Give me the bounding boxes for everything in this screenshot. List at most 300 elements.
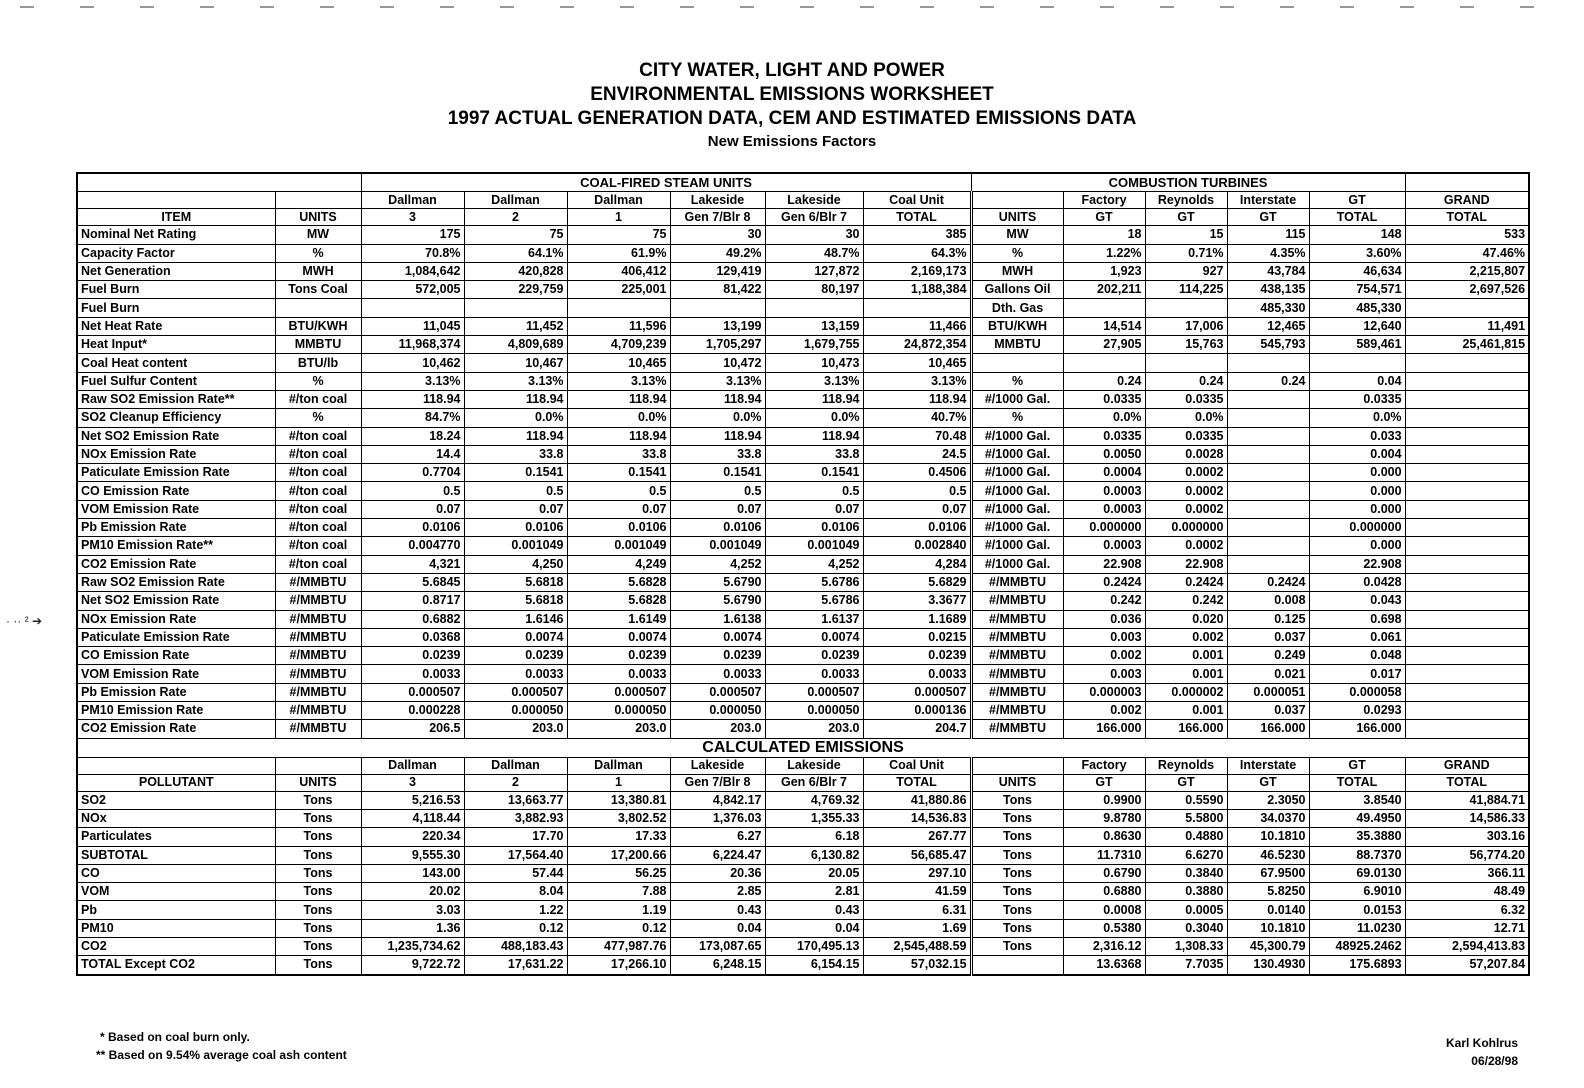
subtitle-factors: New Emissions Factors [707,133,877,150]
value-cell: 5.6829 [863,573,971,591]
value-cell: 0.0335 [1309,390,1405,408]
value-cell: 0.002 [1063,647,1145,665]
table-row [77,427,1529,445]
value-cell: 0.000050 [567,702,670,720]
value-cell [1405,555,1529,573]
units-cell: Tons [971,828,1063,846]
value-cell: 0.24 [1227,372,1309,390]
value-cell: 1,376.03 [670,809,765,827]
value-cell: 173,087.65 [670,937,765,955]
calc-table-row [77,901,1529,919]
value-cell: 0.002840 [863,537,971,555]
value-cell: 118.94 [670,390,765,408]
value-cell: 0.008 [1227,592,1309,610]
row-label-cell: Pb Emission Rate [77,683,275,701]
value-cell: 0.0140 [1227,901,1309,919]
value-cell [1405,427,1529,445]
table-row [77,720,1529,738]
value-cell: 33.8 [670,445,765,463]
value-cell: 0.5 [567,482,670,500]
units-cell: #/MMBTU [275,610,361,628]
value-cell [1405,464,1529,482]
value-cell: 229,759 [464,281,567,299]
units-cell [275,192,361,209]
value-cell: 0.000507 [765,683,863,701]
units-cell [971,192,1063,209]
units-cell: #/1000 Gal. [971,500,1063,518]
value-cell: 0.9900 [1063,791,1145,809]
value-cell: 0.000507 [670,683,765,701]
value-cell: 0.003 [1063,628,1145,646]
value-cell: 11,466 [863,317,971,335]
value-cell: 118.94 [464,390,567,408]
value-cell: 0.24 [1145,372,1227,390]
value-cell: 20.05 [765,864,863,882]
value-cell: 0.0003 [1063,482,1145,500]
value-cell: 5.6786 [765,573,863,591]
value-cell: 1 [567,209,670,226]
value-cell: 3.13% [670,372,765,390]
value-cell: 4,709,239 [567,336,670,354]
value-cell: 4,118.44 [361,809,464,827]
units-cell: #/MMBTU [971,573,1063,591]
value-cell: 0.07 [361,500,464,518]
calc-table-row [77,937,1529,955]
value-cell: 0.5 [863,482,971,500]
units-cell: #/MMBTU [971,665,1063,683]
units-cell: Tons [275,828,361,846]
author-name: Karl Kohlrus [1445,1036,1518,1050]
value-cell: 166.000 [1227,720,1309,738]
value-cell: 49.4950 [1309,809,1405,827]
value-cell: 118.94 [567,427,670,445]
value-cell: 3.13% [863,372,971,390]
value-cell: 0.07 [567,500,670,518]
value-cell: 15 [1145,226,1227,244]
value-cell: TOTAL [1405,209,1529,226]
value-cell: GRAND [1405,757,1529,774]
units-cell: % [275,409,361,427]
value-cell: TOTAL [1309,774,1405,791]
value-cell: 0.037 [1227,702,1309,720]
value-cell: 0.5 [670,482,765,500]
value-cell: 2.81 [765,883,863,901]
section-combustion-turbines: COMBUSTION TURBINES [971,173,1405,192]
value-cell: 14,514 [1063,317,1145,335]
row-label-cell: NOx [77,809,275,827]
units-cell: % [971,372,1063,390]
value-cell: 0.5380 [1063,919,1145,937]
value-cell: 5.6828 [567,573,670,591]
row-label-cell: Fuel Burn [77,299,275,317]
value-cell: GT [1145,774,1227,791]
value-cell: 10,462 [361,354,464,372]
row-label-cell: SO2 Cleanup Efficiency [77,409,275,427]
calc-header-row-top [77,757,1529,774]
value-cell: 56,685.47 [863,846,971,864]
value-cell: 5.6828 [567,592,670,610]
value-cell: 57.44 [464,864,567,882]
units-cell: BTU/KWH [971,317,1063,335]
value-cell: Factory [1063,757,1145,774]
header-row-top [77,192,1529,209]
value-cell: 220.34 [361,828,464,846]
value-cell: 3.13% [765,372,863,390]
value-cell: 0.2424 [1227,573,1309,591]
value-cell: 3 [361,774,464,791]
value-cell: 0.0335 [1063,427,1145,445]
units-cell: Gallons Oil [971,281,1063,299]
value-cell [1405,592,1529,610]
value-cell: 166.000 [1309,720,1405,738]
row-label-cell: Paticulate Emission Rate [77,628,275,646]
value-cell [1145,299,1227,317]
value-cell: 1.1689 [863,610,971,628]
value-cell: 166.000 [1063,720,1145,738]
value-cell: 0.0335 [1063,390,1145,408]
row-label-cell [77,757,275,774]
row-label-cell: SO2 [77,791,275,809]
value-cell: 202,211 [1063,281,1145,299]
value-cell: 118.94 [567,390,670,408]
value-cell: 0.0106 [765,519,863,537]
value-cell: 6.27 [670,828,765,846]
row-label-cell: PM10 [77,919,275,937]
value-cell: 0.249 [1227,647,1309,665]
value-cell: 17,266.10 [567,956,670,975]
value-cell [1405,683,1529,701]
header-row-bottom [77,209,1529,226]
value-cell: 14,586.33 [1405,809,1529,827]
row-label-cell [77,192,275,209]
units-cell: #/MMBTU [275,665,361,683]
value-cell: 297.10 [863,864,971,882]
value-cell: Dallman [361,757,464,774]
value-cell: 0.6790 [1063,864,1145,882]
value-cell: 0.0% [464,409,567,427]
value-cell [1405,409,1529,427]
value-cell [1227,445,1309,463]
value-cell: 225,001 [567,281,670,299]
value-cell: Dallman [464,192,567,209]
value-cell: 420,828 [464,262,567,280]
value-cell: Dallman [464,757,567,774]
units-cell: #/1000 Gal. [971,537,1063,555]
value-cell: 46.5230 [1227,846,1309,864]
value-cell: 0.000 [1309,537,1405,555]
value-cell: 0.0239 [567,647,670,665]
units-cell: #/ton coal [275,500,361,518]
value-cell: 11.7310 [1063,846,1145,864]
units-cell: Tons [275,919,361,937]
value-cell: 0.0239 [670,647,765,665]
value-cell: 34.0370 [1227,809,1309,827]
value-cell: 0.0239 [863,647,971,665]
value-cell: 0.0002 [1145,464,1227,482]
units-cell: #/MMBTU [275,573,361,591]
value-cell: 303.16 [1405,828,1529,846]
value-cell: 12,465 [1227,317,1309,335]
value-cell: 0.000136 [863,702,971,720]
units-cell: UNITS [971,209,1063,226]
value-cell: 0.000003 [1063,683,1145,701]
value-cell: 3.13% [567,372,670,390]
value-cell: 477,987.76 [567,937,670,955]
value-cell: 7.7035 [1145,956,1227,975]
value-cell: 485,330 [1309,299,1405,317]
calc-table-row [77,846,1529,864]
value-cell: 3.13% [464,372,567,390]
value-cell: 13.6368 [1063,956,1145,975]
value-cell: 0.125 [1227,610,1309,628]
value-cell: 17,564.40 [464,846,567,864]
units-cell: Tons [971,791,1063,809]
value-cell: Factory [1063,192,1145,209]
value-cell: TOTAL [1309,209,1405,226]
value-cell: 0.24 [1063,372,1145,390]
units-cell: #/1000 Gal. [971,555,1063,573]
value-cell [1227,482,1309,500]
calc-table-row [77,809,1529,827]
value-cell: 9,722.72 [361,956,464,975]
value-cell [1405,702,1529,720]
value-cell [567,299,670,317]
units-cell: #/MMBTU [971,702,1063,720]
units-cell: % [275,372,361,390]
value-cell: 485,330 [1227,299,1309,317]
value-cell: 0.002 [1063,702,1145,720]
value-cell: 0.002 [1145,628,1227,646]
units-cell: #/ton coal [275,519,361,537]
units-cell: MW [275,226,361,244]
value-cell: 11,452 [464,317,567,335]
value-cell: 47.46% [1405,244,1529,262]
table-row [77,226,1529,244]
value-cell: 0.000050 [765,702,863,720]
value-cell: 0.5 [464,482,567,500]
value-cell: 0.0153 [1309,901,1405,919]
value-cell [863,299,971,317]
value-cell: 267.77 [863,828,971,846]
value-cell: 10,467 [464,354,567,372]
table-row [77,665,1529,683]
row-label-cell: NOx Emission Rate [77,445,275,463]
value-cell [464,299,567,317]
calc-table-row [77,956,1529,975]
table-row [77,683,1529,701]
table-row [77,482,1529,500]
table-row [77,592,1529,610]
units-cell: Tons [275,956,361,975]
value-cell: 3 [361,209,464,226]
value-cell: 438,135 [1227,281,1309,299]
value-cell: 114,225 [1145,281,1227,299]
value-cell: 5.6786 [765,592,863,610]
value-cell: 5,216.53 [361,791,464,809]
value-cell: TOTAL [863,209,971,226]
value-cell: 0.242 [1063,592,1145,610]
units-cell: MWH [971,262,1063,280]
table-row [77,610,1529,628]
value-cell: 0.0215 [863,628,971,646]
value-cell: 175 [361,226,464,244]
value-cell: 1.6149 [567,610,670,628]
value-cell: 43,784 [1227,262,1309,280]
row-label-cell: Net SO2 Emission Rate [77,592,275,610]
value-cell [361,299,464,317]
value-cell: 11,491 [1405,317,1529,335]
units-cell: Tons [275,864,361,882]
section-blank [77,173,361,192]
value-cell: 4.35% [1227,244,1309,262]
value-cell: 0.001049 [464,537,567,555]
value-cell: 0.698 [1309,610,1405,628]
value-cell [1405,519,1529,537]
value-cell: 64.3% [863,244,971,262]
value-cell: 0.0033 [464,665,567,683]
value-cell: 75 [567,226,670,244]
footnote-coal-burn: * Based on coal burn only. [100,1030,250,1044]
units-cell: #/ton coal [275,445,361,463]
value-cell: 48.7% [765,244,863,262]
units-cell: #/1000 Gal. [971,445,1063,463]
value-cell: 1.22 [464,901,567,919]
value-cell: 118.94 [863,390,971,408]
value-cell: 2 [464,209,567,226]
value-cell [1405,647,1529,665]
value-cell: 33.8 [765,445,863,463]
row-label-cell: CO Emission Rate [77,647,275,665]
value-cell: 0.0074 [464,628,567,646]
value-cell: 0.061 [1309,628,1405,646]
value-cell: 1.36 [361,919,464,937]
units-cell: #/MMBTU [971,592,1063,610]
value-cell: 40.7% [863,409,971,427]
value-cell: 5.6790 [670,592,765,610]
value-cell: 589,461 [1309,336,1405,354]
units-cell: #/ton coal [275,555,361,573]
value-cell: 30 [670,226,765,244]
value-cell [1405,573,1529,591]
value-cell: 0.0428 [1309,573,1405,591]
value-cell [765,299,863,317]
value-cell [1063,299,1145,317]
value-cell: 0.5 [361,482,464,500]
value-cell: 13,199 [670,317,765,335]
value-cell: 25,461,815 [1405,336,1529,354]
value-cell: Gen 6/Blr 7 [765,209,863,226]
row-label-cell: Nominal Net Rating [77,226,275,244]
value-cell: 7.88 [567,883,670,901]
value-cell: 0.04 [670,919,765,937]
value-cell: 0.0239 [464,647,567,665]
value-cell: 10,465 [567,354,670,372]
row-label-cell: Capacity Factor [77,244,275,262]
value-cell: 0.0106 [361,519,464,537]
units-cell [275,299,361,317]
units-cell: #/1000 Gal. [971,427,1063,445]
value-cell: 0.0% [1063,409,1145,427]
table-row [77,317,1529,335]
value-cell: 0.001 [1145,702,1227,720]
value-cell: 1,308.33 [1145,937,1227,955]
row-label-cell: Pb [77,901,275,919]
footnote-ash-content: ** Based on 9.54% average coal ash content [96,1048,347,1062]
value-cell: 10,473 [765,354,863,372]
value-cell: 0.0% [1309,409,1405,427]
value-cell: 0.000002 [1145,683,1227,701]
value-cell: 0.242 [1145,592,1227,610]
value-cell: GT [1145,209,1227,226]
value-cell: 30 [765,226,863,244]
value-cell: 0.1541 [765,464,863,482]
value-cell: 166.000 [1145,720,1227,738]
value-cell: 0.020 [1145,610,1227,628]
value-cell: 0.3880 [1145,883,1227,901]
value-cell: 1,923 [1063,262,1145,280]
calc-table-row [77,883,1529,901]
units-cell: #/1000 Gal. [971,519,1063,537]
value-cell: Coal Unit [863,757,971,774]
value-cell: 1,705,297 [670,336,765,354]
value-cell: 5.8250 [1227,883,1309,901]
value-cell: 0.12 [464,919,567,937]
value-cell: 0.000 [1309,464,1405,482]
row-label-cell: Net Generation [77,262,275,280]
units-cell: % [275,244,361,262]
value-cell: 545,793 [1227,336,1309,354]
value-cell: 0.048 [1309,647,1405,665]
value-cell: 0.000000 [1063,519,1145,537]
value-cell: Reynolds [1145,757,1227,774]
calculated-section-row [77,738,1529,757]
units-cell: Tons [275,883,361,901]
value-cell: 69.0130 [1309,864,1405,882]
units-cell: Tons [275,809,361,827]
title-worksheet: ENVIRONMENTAL EMISSIONS WORKSHEET [590,84,994,105]
value-cell [1405,354,1529,372]
value-cell: 57,207.84 [1405,956,1529,975]
title-year-data: 1997 ACTUAL GENERATION DATA, CEM AND ESTIMATED EMISSIONS DATA [447,108,1137,129]
value-cell: 130.4930 [1227,956,1309,975]
value-cell [1405,445,1529,463]
value-cell: 5.5800 [1145,809,1227,827]
value-cell: 0.5 [765,482,863,500]
value-cell: 9.8780 [1063,809,1145,827]
value-cell: 0.000000 [1145,519,1227,537]
value-cell: 0.3040 [1145,919,1227,937]
value-cell: 45,300.79 [1227,937,1309,955]
value-cell: 3,802.52 [567,809,670,827]
value-cell: 0.0% [670,409,765,427]
units-cell: BTU/KWH [275,317,361,335]
value-cell: 41,880.86 [863,791,971,809]
value-cell: 0.0002 [1145,537,1227,555]
value-cell: 0.04 [1309,372,1405,390]
units-cell: % [971,244,1063,262]
value-cell: 406,412 [567,262,670,280]
value-cell: 0.000058 [1309,683,1405,701]
value-cell: 10.1810 [1227,828,1309,846]
value-cell: GT [1063,774,1145,791]
value-cell: GT [1309,757,1405,774]
value-cell: 6.6270 [1145,846,1227,864]
value-cell: 754,571 [1309,281,1405,299]
value-cell: 4,809,689 [464,336,567,354]
row-label-cell: CO2 [77,937,275,955]
value-cell: 4,250 [464,555,567,573]
value-cell: GT [1309,192,1405,209]
